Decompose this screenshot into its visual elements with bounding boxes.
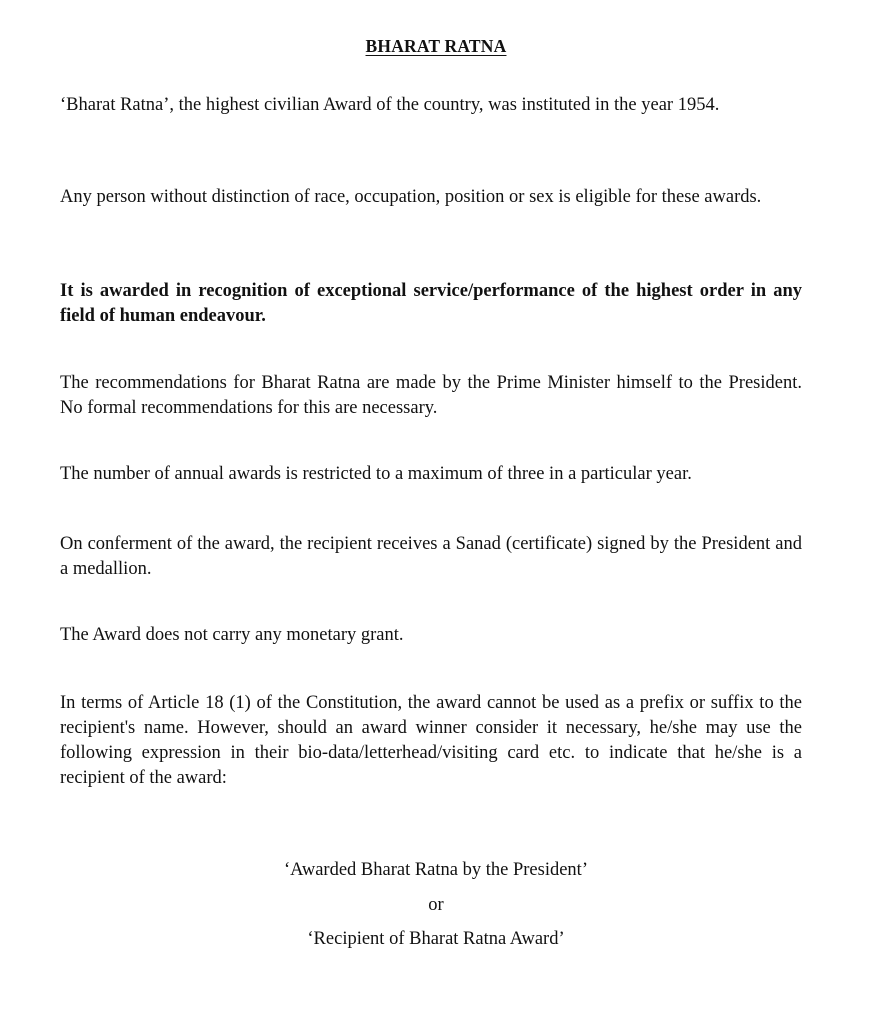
paragraph-conferment: On conferment of the award, the recipient receives a Sanad (certificate) signed by the President and a medallion. [60,534,802,579]
expression-awarded: ‘Awarded Bharat Ratna by the President’ [284,860,588,880]
expression-recipient: ‘Recipient of Bharat Ratna Award’ [307,929,565,949]
paragraph-recommendations: The recommendations for Bharat Ratna are made by the Prime Minister himself to the President. No formal recommendations for this are necessary. [60,373,802,418]
paragraph-institution: ‘Bharat Ratna’, the highest civilian Award of the country, was instituted in the year 1954. [60,95,720,115]
paragraph-monetary-grant: The Award does not carry any monetary grant. [60,625,404,645]
page-title: BHARAT RATNA [365,36,507,56]
paragraph-eligibility: Any person without distinction of race, occupation, position or sex is eligible for these awards. [60,187,762,207]
paragraph-recognition: It is awarded in recognition of exceptional service/performance of the highest order in any field of human endeavour. [60,281,802,326]
expression-or: or [428,895,444,915]
paragraph-article-18: In terms of Article 18 (1) of the Constitution, the award cannot be used as a prefix or suffix to the recipient's name. However, should an award winner consider it necessary, he/she may use the following expression in their bio-data/letterhead/visiting card etc. to indicate that he/she is a recipient of the award: [60,693,802,788]
paragraph-annual-limit: The number of annual awards is restricted to a maximum of three in a particular year. [60,464,692,484]
